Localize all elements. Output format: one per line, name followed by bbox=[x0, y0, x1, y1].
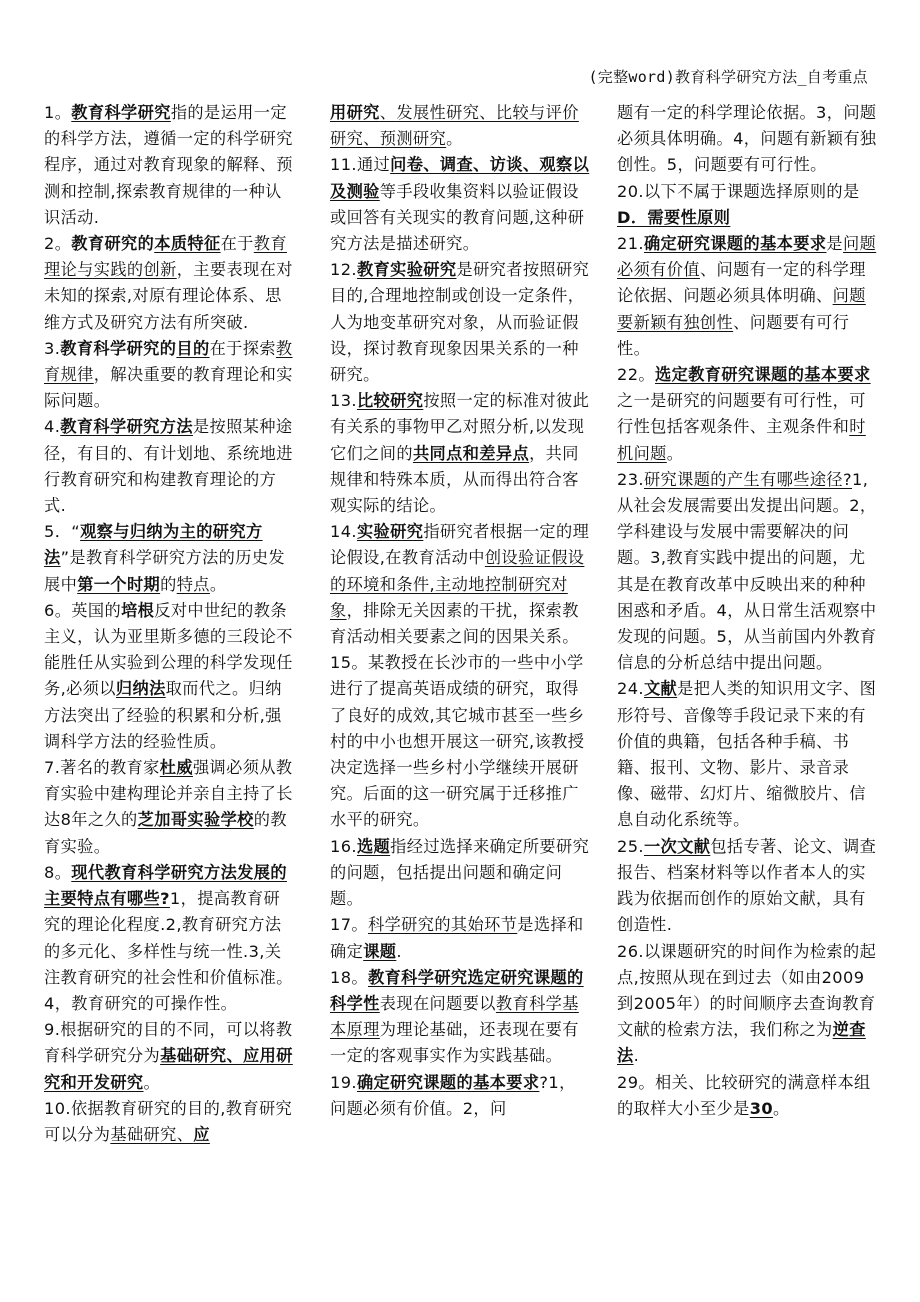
emphasis-text: 用研究 bbox=[330, 103, 380, 122]
paragraph bbox=[330, 965, 592, 1070]
emphasis-text: 一次文献 bbox=[643, 836, 711, 856]
paragraph bbox=[617, 676, 879, 833]
emphasis-text: 确定研究课题的基本要求 bbox=[356, 1072, 540, 1092]
text-run: 时机问题 bbox=[617, 417, 866, 463]
emphasis-text: 现代教育科学研究方法发展的主要特点有哪些? bbox=[44, 862, 287, 909]
emphasis-text: 教育科学研究 bbox=[71, 103, 171, 122]
text-run: 在于探索 bbox=[209, 338, 276, 358]
text-run: ，主要表现在对未知的探索,对原有理论体系、思维方式及研究方法有所突破. bbox=[44, 260, 293, 332]
text-run: 发展性研究、比较与评价研究、预测研究 bbox=[330, 103, 579, 149]
text-run: 11.通过 bbox=[330, 155, 391, 175]
emphasis-text: 目的 bbox=[176, 338, 210, 358]
text-run: 基础研究、 bbox=[110, 1124, 194, 1144]
text-run: 教育理论与实践的创新 bbox=[44, 234, 287, 280]
text-run: ”是教育科学研究方法的历史发展中 bbox=[44, 548, 286, 594]
paragraph bbox=[617, 362, 879, 467]
emphasis-text: 教育科学研究方法 bbox=[60, 417, 193, 437]
paragraph bbox=[44, 598, 296, 755]
text-run: 教育规律 bbox=[44, 338, 293, 385]
text-run: 是研究者按照研究目的,合理地控制或创设一定条件，人为地变革研究对象，从而验证假设，探讨教育现象因果关系的一种研究。 bbox=[330, 260, 590, 385]
emphasis-text: 课题 bbox=[363, 941, 397, 961]
text-run: 6。英国的 bbox=[44, 600, 122, 620]
text-run: 表现在问题要以 bbox=[379, 993, 496, 1013]
text-run: 创设验证假设的环境和条件,主动地控制研究对象 bbox=[330, 548, 585, 620]
emphasis-text: 选定教育研究课题的基本要求 bbox=[655, 365, 871, 385]
text-run: 。 bbox=[773, 1098, 790, 1118]
paragraph bbox=[44, 860, 296, 1017]
paragraph bbox=[330, 100, 592, 152]
text-run: 12. bbox=[330, 260, 357, 280]
emphasis-text: 杜威 bbox=[159, 758, 193, 778]
text-run: ，共同规律和特殊本质，从而得出符合客观实际的结论。 bbox=[330, 443, 579, 516]
paragraph bbox=[44, 336, 296, 415]
text-run: 16. bbox=[330, 836, 357, 856]
text-run: 反对中世纪的教条主义，认为亚里斯多德的三段论不能胜任从实验到公理的科学发现任务,必须以 bbox=[44, 600, 293, 699]
text-run: 问题要新颖有独创性 bbox=[617, 286, 866, 332]
text-run: 。 bbox=[209, 574, 227, 594]
text-run: 在于 bbox=[220, 234, 254, 254]
emphasis-text: 比较研究 bbox=[356, 391, 424, 411]
emphasis-text: 芝加哥实验学校 bbox=[137, 810, 254, 830]
emphasis-text: 应 bbox=[193, 1124, 210, 1144]
text-column-2 bbox=[330, 100, 592, 1122]
emphasis-text: 30 bbox=[749, 1098, 774, 1118]
paragraph bbox=[44, 1096, 296, 1148]
text-run: 18。 bbox=[330, 967, 368, 987]
text-run: 24. bbox=[617, 679, 644, 699]
text-run: 之一是研究的问题要有可行性，可行性包括客观条件、主观条件和 bbox=[617, 391, 866, 437]
text-run: 。 bbox=[446, 129, 463, 149]
text-run: 特点 bbox=[176, 574, 210, 594]
text-run: 21. bbox=[617, 234, 644, 254]
text-run: 、 bbox=[379, 103, 397, 122]
text-run: 指研究者根据一定的理论假设,在教育活动中 bbox=[330, 522, 590, 568]
paragraph bbox=[617, 100, 879, 179]
emphasis-text: 选题 bbox=[356, 836, 391, 856]
paragraph bbox=[617, 1070, 879, 1122]
text-run: 9.根据研究的目的不同，可以将教育科学研究分为 bbox=[44, 1020, 293, 1066]
emphasis-text: 教育研究的 bbox=[71, 234, 155, 254]
text-run: 的教育实验。 bbox=[44, 810, 287, 856]
emphasis-text: 实验研究 bbox=[356, 522, 424, 542]
text-run: 13. bbox=[330, 391, 357, 411]
paragraph bbox=[330, 650, 592, 833]
text-run: 。 bbox=[143, 1072, 161, 1092]
text-run: 10.依据教育研究的目的,教育研究可以分为 bbox=[44, 1098, 293, 1144]
paragraph bbox=[330, 152, 592, 257]
text-run: 是 bbox=[826, 234, 844, 254]
text-run: 29。相关、比较研究的满意样本组的取样大小至少是 bbox=[617, 1072, 871, 1118]
text-run: 22。 bbox=[617, 365, 655, 385]
text-column-3 bbox=[617, 100, 879, 1122]
text-run: ，排除无关因素的干扰，探索教育活动相关要素之间的因果关系。 bbox=[330, 600, 579, 647]
text-run: 是按照某种途径，有目的、有计划地、系统地进行教育研究和构建教育理论的方式. bbox=[44, 417, 293, 516]
emphasis-text: 基础研究、应用研究和开发研究 bbox=[44, 1046, 293, 1092]
paragraph bbox=[617, 939, 879, 1070]
emphasis-text: 教育实验研究 bbox=[356, 260, 457, 280]
paragraph bbox=[44, 1017, 296, 1096]
emphasis-text: 问卷、调查、访谈、观察以及测验 bbox=[330, 155, 590, 201]
emphasis-text: 文献 bbox=[643, 679, 678, 699]
emphasis-text: 逆查法 bbox=[617, 1020, 866, 1066]
text-run: 为理论基础，还表现在要有一定的客观事实作为实践基础。 bbox=[330, 1020, 579, 1066]
text-run: . bbox=[633, 1046, 640, 1066]
text-run: 的 bbox=[160, 574, 177, 594]
paragraph bbox=[330, 1070, 592, 1122]
text-run: . bbox=[396, 941, 402, 961]
emphasis-text: 教育科学研究的 bbox=[60, 338, 177, 358]
emphasis-text: D．需要性原则 bbox=[617, 207, 731, 227]
paragraph bbox=[330, 257, 592, 388]
text-run: 是选择和确定 bbox=[330, 915, 584, 961]
paragraph bbox=[330, 912, 592, 964]
document-header-title: (完整word)教育科学研究方法_自考重点 bbox=[588, 68, 868, 86]
paragraph bbox=[330, 519, 592, 650]
text-run: 包括专著、论文、调查报告、档案材料等以作者本人的实践为依据而创作的原始文献，具有创造性. bbox=[617, 836, 877, 935]
emphasis-text: 培根 bbox=[121, 600, 155, 620]
emphasis-text: 教育科学研究选定研究课题的科学性 bbox=[330, 967, 584, 1013]
text-column-1 bbox=[44, 100, 296, 1148]
text-run: 8。 bbox=[44, 862, 72, 882]
text-run: 1，提高教育研究的理论化程度.2,教育研究方法的多元化、多样性与统一性.3,关注教育研究的社会性和价值标准。4，教育研究的可操作性。 bbox=[44, 889, 293, 1013]
text-run: 、问题要有可行性。 bbox=[617, 312, 850, 358]
paragraph bbox=[44, 231, 296, 336]
text-run: 。 bbox=[666, 443, 684, 463]
paragraph bbox=[617, 179, 879, 231]
paragraph bbox=[330, 388, 592, 519]
text-run: 是把人类的知识用文字、图形符号、音像等手段记录下来的有价值的典籍，包括各种手稿、书籍、报刊、文物、影片、录音录像、磁带、幻灯片、缩微胶片、信息自动化系统等。 bbox=[617, 679, 877, 830]
text-run: 问题必须有价值 bbox=[617, 234, 877, 280]
text-run: ?1，问题必须有价值。2，问 bbox=[330, 1072, 576, 1118]
text-run: 5．“ bbox=[44, 522, 81, 542]
paragraph bbox=[44, 414, 296, 519]
paragraph bbox=[617, 834, 879, 939]
text-run: 指经过选择来确定所要研究的问题，包括提出问题和确定问题。 bbox=[330, 836, 590, 909]
text-run: 等手段收集资料以验证假设或回答有关现实的教育问题,这种研究方法是描述研究。 bbox=[330, 181, 585, 254]
text-run: 19. bbox=[330, 1072, 357, 1092]
text-run: 23. bbox=[617, 469, 644, 489]
paragraph bbox=[617, 231, 879, 362]
emphasis-text: 共同点和差异点 bbox=[412, 443, 530, 463]
paragraph bbox=[330, 834, 592, 913]
text-run: 3. bbox=[44, 338, 61, 358]
text-run: 科学研究的其始环节 bbox=[368, 915, 518, 935]
text-run: 26.以课题研究的时间作为检索的起点,按照从现在到过去（如由2009到2005年）的时间顺序去查询教育文献的检索方法，我们称之为 bbox=[617, 941, 877, 1040]
text-run: 取而代之。归纳方法突出了经验的积累和分析,强调科学方法的经验性质。 bbox=[44, 679, 282, 751]
paragraph bbox=[44, 519, 296, 598]
text-run: 1。 bbox=[44, 103, 72, 122]
text-run: 研究课题的产生有哪些途径? bbox=[643, 469, 852, 489]
text-run: 15。某教授在长沙市的一些中小学进行了提高英语成绩的研究，取得了良好的成效,其它城市甚至一些乡村的中小也想开展这一研究,该教授决定选择一些乡村小学继续开展研究。后面的这一研究属于迁移推广水平的研究。 bbox=[330, 653, 585, 830]
text-run: 7.著名的教育家 bbox=[44, 758, 160, 778]
text-run: 14. bbox=[330, 522, 357, 542]
text-run: 题有一定的科学理论依据。3，问题必须具体明确。4，问题有新颖有独创性。5，问题要有可行性。 bbox=[617, 103, 877, 175]
text-run: 按照一定的标准对彼此有关系的事物甲乙对照分析,以发现它们之间的 bbox=[330, 391, 590, 463]
text-run: 17。 bbox=[330, 915, 368, 935]
paragraph bbox=[44, 100, 296, 231]
emphasis-text: 第一个时期 bbox=[77, 574, 161, 594]
emphasis-text: 观察与归纳为主的研究方法 bbox=[44, 522, 263, 568]
text-run: 20.以下不属于课题选择原则的是 bbox=[617, 181, 860, 201]
text-run: 、问题有一定的科学理论依据、问题必须具体明确、 bbox=[617, 260, 866, 306]
paragraph bbox=[617, 467, 879, 677]
text-run: 指的是运用一定的科学方法，遵循一定的科学研究程序，通过对教育现象的解释、预测和控制,探索教育规律的一种认识活动. bbox=[44, 103, 293, 227]
text-run: ，解决重要的教育理论和实际问题。 bbox=[44, 365, 293, 411]
text-run: 2。 bbox=[44, 234, 72, 254]
emphasis-text: 确定研究课题的基本要求 bbox=[643, 234, 827, 254]
text-run: 教育科学基本原理 bbox=[330, 993, 579, 1040]
text-run: 25. bbox=[617, 836, 644, 856]
emphasis-text: 本质特征 bbox=[154, 234, 221, 254]
emphasis-text: 归纳法 bbox=[115, 679, 166, 699]
text-run: 强调必须从教育实验中建构理论并亲自主持了长达8年之久的 bbox=[44, 758, 293, 830]
text-run: 4. bbox=[44, 417, 61, 437]
text-run: 1,从社会发展需要出发提出问题。2，学科建设与发展中需要解决的问题。3,教育实践中提出的问题，尤其是在教育改革中反映出来的种种困惑和矛盾。4，从日常生活观察中发现的问题。5，从当前国内外教育信息的分析总结中提出问题。 bbox=[617, 469, 877, 673]
paragraph bbox=[44, 755, 296, 860]
